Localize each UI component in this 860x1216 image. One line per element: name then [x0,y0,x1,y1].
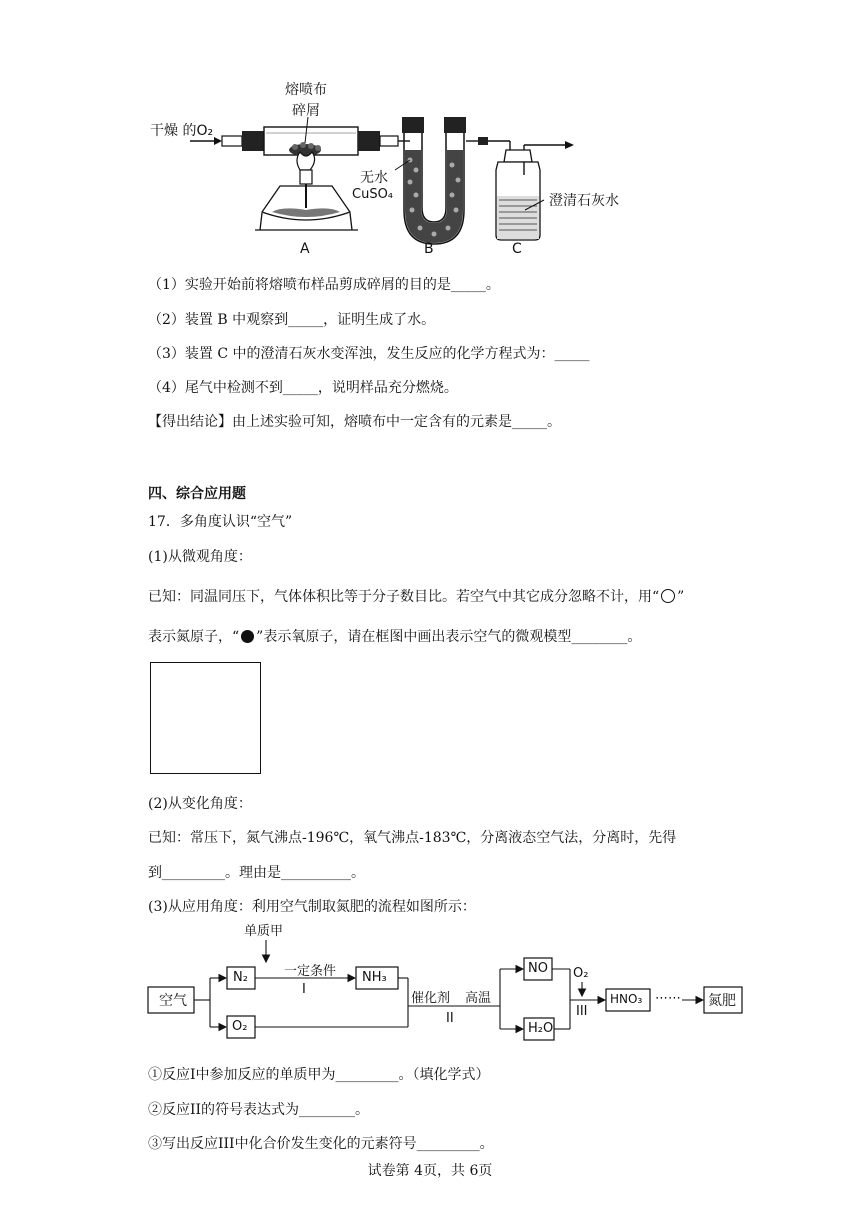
apparatus-diagram [0,0,860,262]
q17-sub-3: ③写出反应III中化合价发生变化的元素符号_________。 [148,1136,494,1152]
q17-part1-text-a: 已知：同温同压下，气体体积比等于分子数目比。若空气中其它成分忽略不计，用“ [148,589,660,605]
question-4: （4）尾气中检测不到_____，说明样品充分燃烧。 [148,380,458,396]
flow-condition: 一定条件 [284,964,337,979]
q17-part1-text-b: ” [677,589,685,605]
flow-h2o: H₂O [528,1021,554,1036]
apparatus-a-label: A [300,241,310,257]
apparatus-c-label: C [512,241,522,257]
alcohol-lamp [255,152,358,230]
apparatus-b-label: B [424,241,434,257]
question-1: （1）实验开始前将熔喷布样品剪成碎屑的目的是_____。 [148,277,500,293]
dry-o2-label: 干燥 的O₂ [150,123,214,139]
flow-step-2: II [446,1011,454,1026]
q17-part2-heading: (2)从变化角度： [148,796,252,812]
anhydrous-label-line1: 无水 [360,170,388,186]
anhydrous-label-line2: CuSO₄ [352,187,394,202]
meltblown-label-line1: 熔喷布 [285,82,327,98]
flow-hno3: HNO₃ [610,992,643,1006]
flow-high-temp: 高温 [465,991,492,1006]
q17-part1-text-line1 [148,588,684,606]
oxygen-atom-icon [241,630,254,643]
flow-n2: N₂ [233,970,248,985]
flow-element-a: 单质甲 [244,924,284,939]
q17-part1-text-line2 [148,628,641,646]
meltblown-label-line2: 碎屑 [292,103,320,119]
q17-part1-text-d: ”表示氧原子，请在框图中画出表示空气的微观模型________。 [256,629,642,645]
flow-fertilizer: 氮肥 [708,993,736,1009]
question-2: （2）装置 B 中观察到_____，证明生成了水。 [148,312,436,328]
nitrogen-atom-icon [661,589,675,603]
flow-o2-input: O₂ [573,966,589,981]
flow-step-3: III [576,1004,588,1019]
q17-sub-2: ②反应II的符号表达式为________。 [148,1102,370,1118]
flow-step-1: I [302,982,306,997]
q17-part1-text-c: 表示氮原子，“ [148,629,240,645]
flow-catalyst: 催化剂 [411,991,451,1006]
q17-part2-text-line2: 到_________。理由是__________。 [148,865,365,881]
section-title: 四、综合应用题 [148,486,246,502]
q17-part3-heading: (3)从应用角度：利用空气制取氮肥的流程如图所示： [148,899,476,915]
flow-nh3: NH₃ [362,970,387,985]
q17-sub-1: ①反应I中参加反应的单质甲为_________。（填化学式） [148,1067,490,1083]
conclusion: 【得出结论】由上述实验可知，熔喷布中一定含有的元素是_____。 [148,414,561,430]
limewater-label: 澄清石灰水 [549,193,619,209]
micro-model-answer-box[interactable] [150,662,261,774]
page-footer: 试卷第 4页，共 6页 [367,1163,493,1179]
u-tube [402,117,466,244]
q17-part2-text-line1: 已知：常压下，氮气沸点-196℃，氧气沸点-183℃，分离液态空气法，分离时，先得 [148,830,677,846]
question-3: （3）装置 C 中的澄清石灰水变浑浊，发生反应的化学方程式为：_____ [148,346,590,362]
wash-bottle [496,145,548,240]
q17-part1-heading: (1)从微观角度： [148,549,252,565]
q17-title: 17．多角度认识“空气” [148,514,293,530]
flow-no: NO [528,961,548,976]
flow-dots: ⋯⋯ [655,991,681,1006]
flow-air: 空气 [159,993,187,1009]
flow-o2: O₂ [232,1019,248,1034]
